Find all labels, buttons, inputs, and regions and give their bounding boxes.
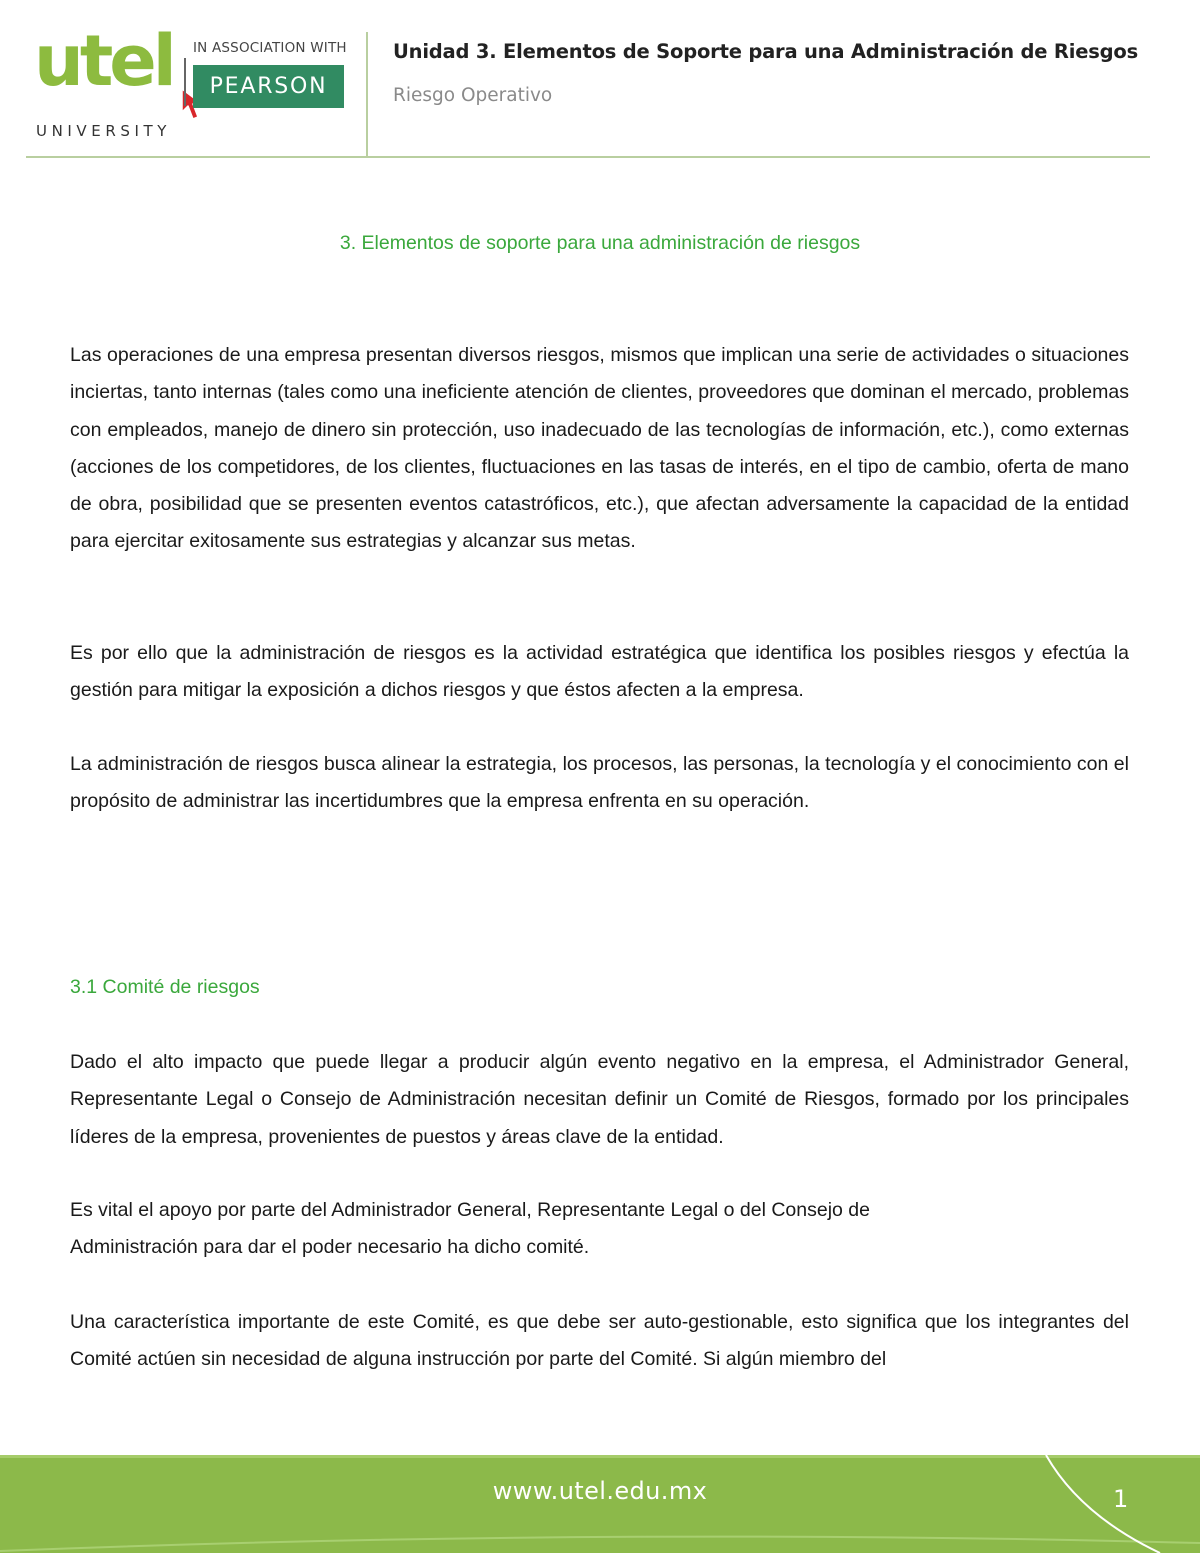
logo-divider [184, 58, 186, 106]
footer-website-link[interactable]: www.utel.edu.mx [492, 1477, 708, 1505]
paragraph-risk-alignment: La administración de riesgos busca alinear la estrategia, los procesos, las personas, la tecnología y el conocimiento con el propósito de administrar las incertidumbres que la empresa enfrenta en su operación. [70, 753, 1129, 813]
association-label: IN ASSOCIATION WITH [193, 40, 347, 56]
paragraph-risk-administration: Es por ello que la administración de riesgos es la actividad estratégica que identifica los posibles riesgos y efectúa la gestión para mitigar la exposición a dichos riesgos y que éstos afecten a la empresa. [70, 642, 1129, 702]
paragraph-committee-support: Es vital el apoyo por parte del Administrador General, Representante Legal o del Consejo de Administración para dar el poder necesario ha dicho comité. [70, 1199, 870, 1259]
paragraph-committee-definition: Dado el alto impacto que puede llegar a producir algún evento negativo en la empresa, el Administrador General, Representante Legal o Consejo de Administración necesitan definir un Comité de Riesgos, formado por los principales líderes de la empresa, provenientes de puestos y áreas clave de la entidad. [70, 1051, 1129, 1148]
page-number: 1 [1113, 1485, 1129, 1513]
paragraph-risks-overview: Las operaciones de una empresa presentan diversos riesgos, mismos que implican una serie de actividades o situaciones inciertas, tanto internas (tales como una ineficiente atención de clientes, proveedores que dominan el mercado, problemas con empleados, manejo de dinero sin protección, uso inadecuado de las tecnologías de información, etc.), como externas (acciones de los competidores, de los clientes, fluctuaciones en las tasas de interés, en el tipo de cambio, oferta de mano de obra, posibilidad que se presenten eventos catastróficos, etc.), que afectan adversamente la capacidad de la entidad para ejercitar exitosamente sus estrategias y alcanzar sus metas. [70, 344, 1129, 553]
pearson-logo: PEARSON [193, 65, 344, 108]
utel-logo [34, 20, 184, 140]
document-title: Unidad 3. Elementos de Soporte para una Administración de Riesgos [393, 40, 1139, 63]
paragraph-committee-self-managed: Una característica importante de este Comité, es que debe ser auto-gestionable, esto significa que los integrantes del Comité actúen sin necesidad de alguna instrucción por parte del Comité. Si algún miembro del [70, 1311, 1129, 1371]
section-title: 3. Elementos de soporte para una administración de riesgos [339, 232, 861, 254]
header-vertical-divider [366, 32, 368, 157]
header-horizontal-divider [26, 156, 1150, 158]
page-header [0, 0, 1200, 160]
utel-logo-wordmark: utel [34, 20, 173, 102]
subsection-title: 3.1 Comité de riesgos [70, 976, 260, 998]
page-footer [0, 1455, 1200, 1553]
document-subtitle: Riesgo Operativo [393, 85, 553, 106]
university-label: UNIVERSITY [36, 122, 172, 140]
